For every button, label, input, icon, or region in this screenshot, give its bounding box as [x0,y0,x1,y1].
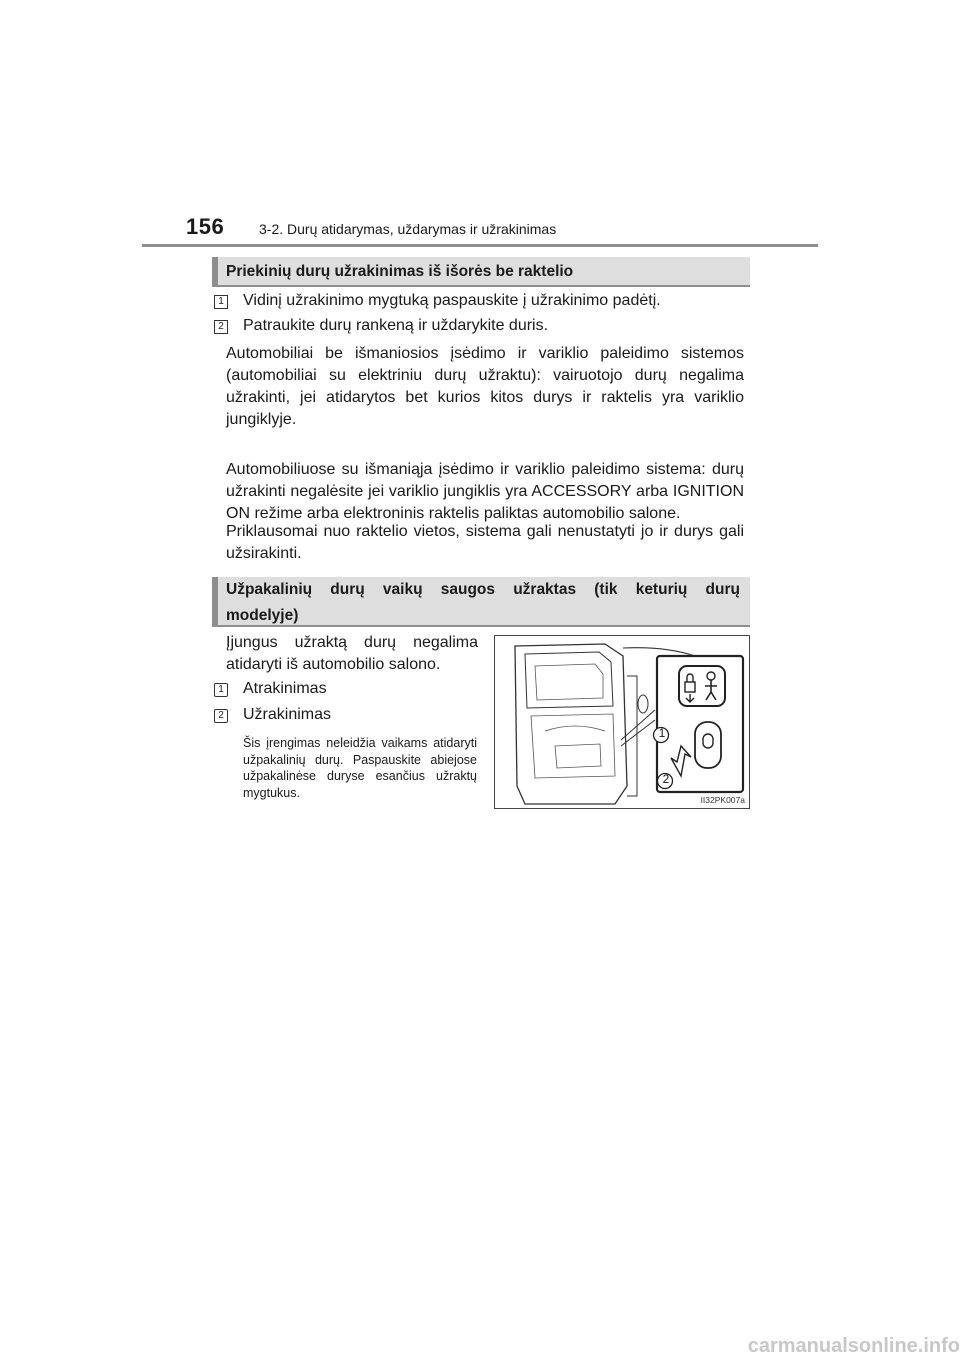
item-badge-1: 1 [214,683,228,697]
item-badge-2: 2 [214,709,228,723]
item-text-unlock: Atrakinimas [243,680,327,697]
note-key-location: Priklausomai nuo raktelio vietos, sistema gali nenustatyti jo ir durys gali užsirakinti. [226,523,744,562]
section-heading-line1: Užpakalinių durų vaikų saugos užraktas (tik keturių durų [226,581,740,598]
section-heading-child-lock [212,577,750,627]
child-lock-note: Šis įrengimas neleidžia vaikams atidaryti užpakalinių durų. Paspauskite abiejose užpakalinėse duryse esančius užraktų mygtukus. [243,736,477,800]
step-badge-1: 1 [214,295,228,309]
watermark: carmanualsonline.info [747,1335,960,1357]
note-keyless: Automobiliai be išmaniosios įsėdimo ir variklio paleidimo sistemos (automobiliai su elektriniu durų užraktu): vairuotojo durų negalima užrakinti, jei atidarytos bet kurios kitos durys ir raktelis yra variklio jungiklyje. [226,345,744,428]
section-heading-front-door-lock: Priekinių durų užrakinimas iš išorės be raktelio [212,257,750,287]
callout-2: 2 [662,772,670,786]
child-lock-illustration [494,635,750,809]
page-number: 156 [186,214,225,239]
callout-1: 1 [658,726,666,740]
note-smart-entry: Automobiliuose su išmaniąja įsėdimo ir variklio paleidimo sistema: durų užrakinti negalėsite jei variklio jungiklis yra ACCESSORY arba IGNITION ON režime arba elektroninis raktelis paliktas automobilio salone. [226,461,744,522]
child-lock-intro: Įjungus užraktą durų negalima atidaryti iš automobilio salono. [226,634,478,673]
item-text-lock: Užrakinimas [243,706,332,723]
figure-code: II32PK007a [700,795,745,805]
step-text-1: Vidinį užrakinimo mygtuką paspauskite į užrakinimo padėtį. [243,292,661,309]
step-text-2: Patraukite durų rankeną ir uždarykite duris. [243,317,549,334]
door-illustration-svg [495,636,749,808]
header-rule [142,244,818,247]
chapter-title: 3-2. Durų atidarymas, uždarymas ir užrakinimas [259,221,557,237]
section-heading-line2: modelyje) [226,607,299,624]
step-badge-2: 2 [214,320,228,334]
